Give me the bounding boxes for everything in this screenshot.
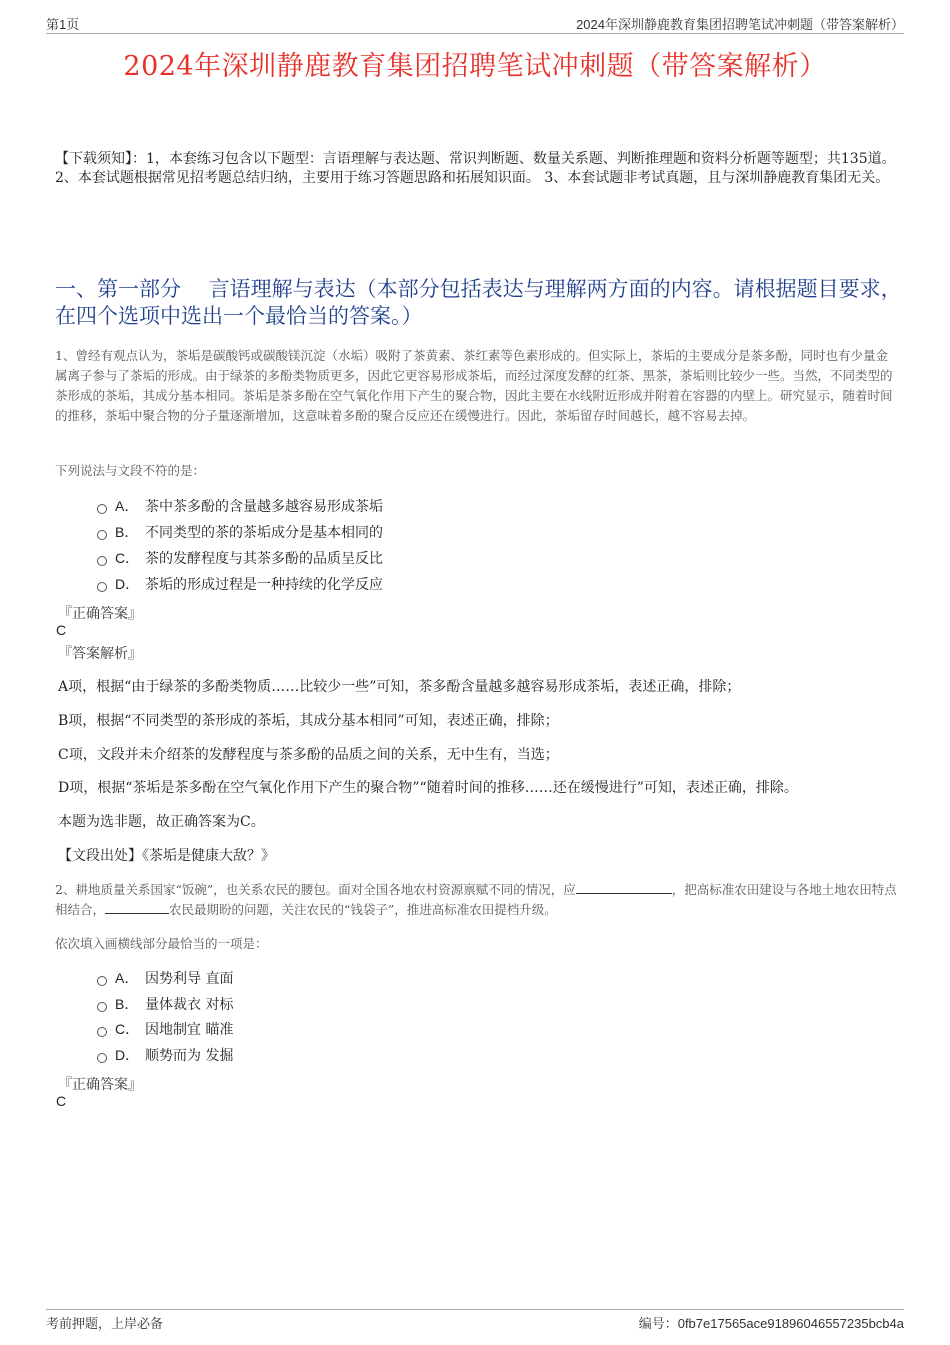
- question-1-prompt: 下列说法与文段不符的是：: [55, 463, 206, 478]
- document-title: 2024年深圳静鹿教育集团招聘笔试冲刺题（带答案解析）: [123, 51, 827, 82]
- option-text: 茶中茶多酚的含量越多越容易形成茶垢: [145, 499, 383, 515]
- section-title: 一、第一部分 言语理解与表达（本部分包括表达与理解两方面的内容。请根据题目要求，在四个选项中选出一个最恰当的答案。）: [55, 277, 902, 328]
- q2-answer-label: 『正确答案』: [58, 1077, 142, 1093]
- q2-text-part-c: 农民最期盼的问题，关注农民的“钱袋子”，推进高标准农田提档升级。: [169, 902, 557, 917]
- q1-answer-label: 『正确答案』: [58, 606, 142, 622]
- radio-icon[interactable]: [97, 582, 107, 592]
- radio-icon[interactable]: [97, 504, 107, 514]
- option-text: 茶垢的形成过程是一种持续的化学反应: [145, 577, 383, 593]
- q1-option-a[interactable]: [97, 496, 383, 516]
- radio-icon[interactable]: [97, 530, 107, 540]
- option-text: 不同类型的茶的茶垢成分是基本相同的: [145, 525, 383, 541]
- option-letter: A．: [115, 970, 139, 986]
- option-text: 量体裁衣 对标: [145, 997, 234, 1013]
- option-letter: C．: [115, 1021, 140, 1037]
- option-text: 顺势而为 发掘: [145, 1048, 234, 1064]
- q1-analysis-d: D项，根据“茶垢是茶多酚在空气氧化作用下产生的聚合物”“随着时间的推移……还在缓慢进行”可知，表述正确，排除。: [58, 780, 798, 796]
- q1-analysis-c: C项，文段并未介绍茶的发酵程度与茶多酚的品质之间的关系，无中生有，当选；: [58, 747, 559, 763]
- q1-option-b[interactable]: [97, 522, 383, 542]
- q1-option-c[interactable]: [97, 548, 383, 568]
- option-letter: D．: [115, 576, 140, 592]
- footer-code-label: 编号：: [638, 1316, 678, 1331]
- option-letter: C．: [115, 550, 140, 566]
- option-letter: B．: [115, 996, 139, 1012]
- option-letter: D．: [115, 1047, 140, 1063]
- q2-option-a[interactable]: [97, 968, 233, 988]
- q2-text-part-a: 2、耕地质量关系国家“饭碗”，也关系农民的腰包。面对全国各地农村资源禀赋不同的情况，应: [55, 882, 576, 897]
- q2-answer: C: [56, 1093, 67, 1109]
- header-divider: [46, 33, 904, 34]
- q2-option-d[interactable]: [97, 1045, 233, 1065]
- q2-option-c[interactable]: [97, 1019, 233, 1039]
- blank-2: [105, 901, 169, 914]
- option-letter: A．: [115, 498, 139, 514]
- option-text: 因地制宜 瞄准: [145, 1022, 234, 1038]
- q1-option-d[interactable]: [97, 574, 383, 594]
- download-notice: 【下载须知】：1，本套练习包含以下题型：言语理解与表达题、常识判断题、数量关系题、判断推理题和资料分析题等题型；共135道。 2、本套试题根据常见招考题总结归纳，主要用于练习答题思路和拓展知识面。 3、本套试题非考试真题，且与深圳静鹿教育集团无关。: [55, 151, 896, 186]
- q1-source: 【文段出处】《茶垢是健康大敌？》: [58, 848, 275, 864]
- footer-slogan: 考前押题，上岸必备: [46, 1317, 164, 1332]
- radio-icon[interactable]: [97, 1027, 107, 1037]
- q1-analysis-b: B项，根据“不同类型的茶形成的茶垢，其成分基本相同”可知，表述正确，排除；: [58, 713, 559, 729]
- q1-analysis-a: A项，根据“由于绿茶的多酚类物质……比较少一些”可知，茶多酚含量越多越容易形成茶垢，表述正确，排除；: [58, 679, 741, 695]
- q1-analysis-conclusion: 本题为选非题，故正确答案为C。: [58, 814, 265, 830]
- option-text: 茶的发酵程度与其茶多酚的品质呈反比: [145, 551, 383, 567]
- question-2-text: [55, 880, 900, 920]
- radio-icon[interactable]: [97, 556, 107, 566]
- q1-answer: C: [56, 622, 67, 638]
- radio-icon[interactable]: [97, 976, 107, 986]
- footer-divider: [46, 1309, 904, 1310]
- q1-analysis-label: 『答案解析』: [58, 646, 142, 662]
- q2-option-b[interactable]: [97, 994, 233, 1014]
- radio-icon[interactable]: [97, 1053, 107, 1063]
- blank-1: [576, 881, 672, 894]
- header-doc-title: 2024年深圳静鹿教育集团招聘笔试冲刺题（带答案解析）: [576, 17, 904, 32]
- option-letter: B．: [115, 524, 139, 540]
- question-1-text: 1、曾经有观点认为，茶垢是碳酸钙或碳酸镁沉淀（水垢）吸附了茶黄素、茶红素等色素形成的。但实际上，茶垢的主要成分是茶多酚，同时也有少量金属离子参与了茶垢的形成。由于绿茶的多酚类物质更多，因此它更容易形成茶垢，而经过深度发酵的红茶、黑茶，茶垢则比较少一些。当然，不同类型的茶形成的茶垢，其成分基本相同。茶垢是茶多酚在空气氧化作用下产生的聚合物，因此主要在水线附近形成并附着在容器的内壁上。研究显示，随着时间的推移，茶垢中聚合物的分子量逐渐增加，这意味着多酚的聚合反应还在缓慢进行。因此，茶垢留存时间越长，越不容易去掉。: [55, 348, 893, 423]
- page-number: 第1页: [46, 17, 80, 32]
- question-2-prompt: 依次填入画横线部分最恰当的一项是：: [55, 936, 268, 951]
- footer-code-value: 0fb7e17565ace91896046557235bcb4a: [677, 1316, 904, 1331]
- q2-text-part-b: ，把高标准农田建设与各地土地农田特点相结合，: [55, 882, 897, 917]
- option-text: 因势利导 直面: [145, 971, 234, 987]
- footer-code: [639, 1313, 904, 1332]
- radio-icon[interactable]: [97, 1002, 107, 1012]
